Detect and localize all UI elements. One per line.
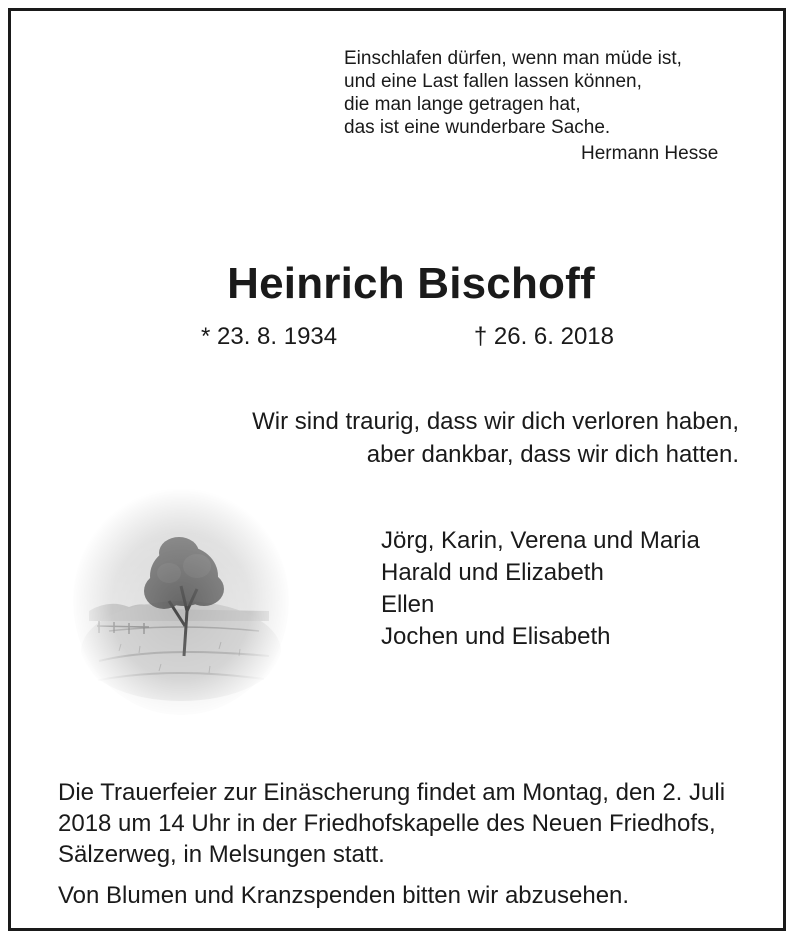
mourner-line: Ellen: [381, 591, 435, 618]
birth-date: * 23. 8. 1934: [201, 323, 338, 350]
dedication-line: aber dankbar, dass wir dich hatten.: [366, 441, 739, 468]
deceased-name: Heinrich Bischoff: [227, 259, 595, 308]
tree-landscape-image: [69, 481, 294, 716]
quote-author: Hermann Hesse: [581, 143, 719, 164]
death-date: † 26. 6. 2018: [473, 323, 614, 350]
funeral-notice: Die Trauerfeier zur Einäscherung findet am Montag, den 2. Juli 2018 um 14 Uhr in der Friedhofskapelle des Neuen Friedhofs, Sälzerweg, in Melsungen statt.: [58, 779, 726, 868]
closing-note: Von Blumen und Kranzspenden bitten wir abzusehen.: [58, 882, 630, 909]
mourner-line: Jörg, Karin, Verena und Maria: [381, 527, 700, 554]
quote-line: Einschlafen dürfen, wenn man müde ist,: [344, 48, 682, 69]
dedication-text: [252, 405, 739, 471]
quote-line: und eine Last fallen lassen können,: [344, 71, 642, 92]
mourners-list: [381, 525, 700, 653]
mourner-line: Harald und Elizabeth: [381, 559, 604, 586]
quote-line: das ist eine wunderbare Sache.: [344, 117, 611, 138]
mourner-line: Jochen und Elisabeth: [381, 623, 611, 650]
dedication-line: Wir sind traurig, dass wir dich verloren haben,: [252, 408, 739, 435]
quote-block: [344, 47, 759, 164]
obituary-card: [8, 8, 786, 931]
quote-line: die man lange getragen hat,: [344, 94, 581, 115]
